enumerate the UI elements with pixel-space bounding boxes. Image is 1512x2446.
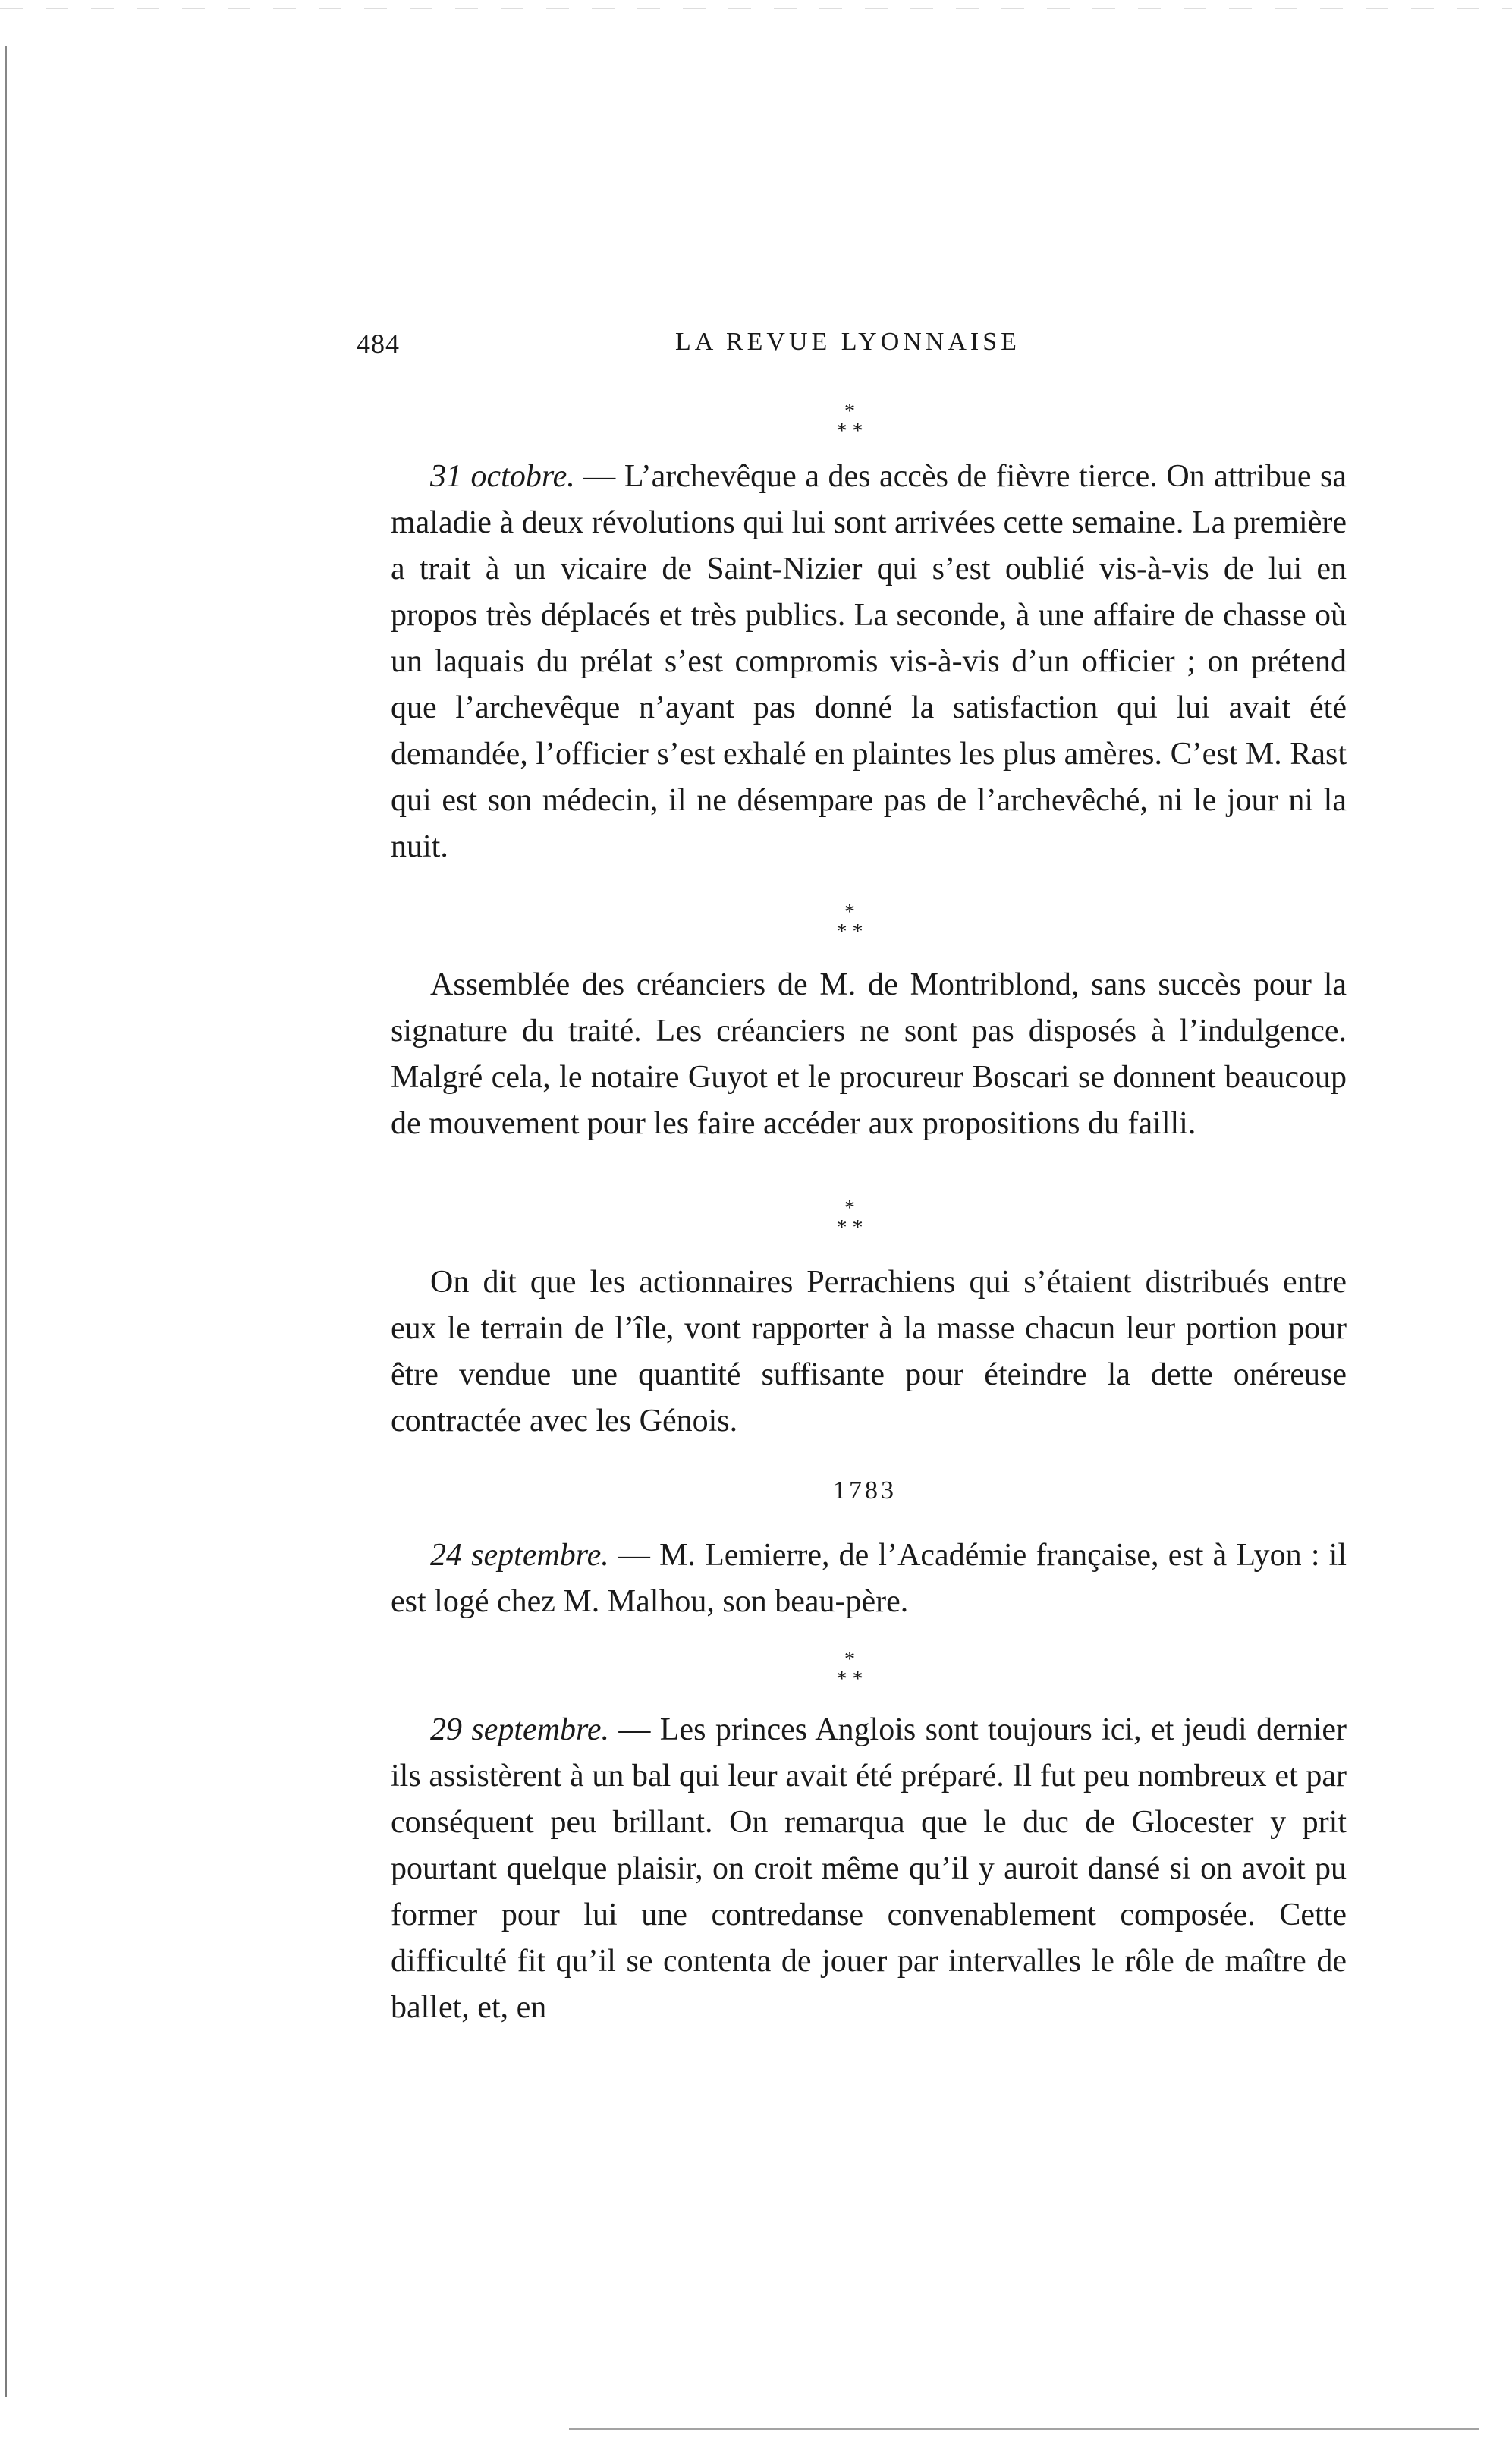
asterism-glyph: *	[844, 400, 855, 423]
entry-29-septembre	[391, 1707, 1347, 2031]
entry-date: 24 septembre.	[430, 1538, 609, 1573]
entry-paragraph	[391, 1533, 1347, 1625]
entry-paragraph	[391, 1707, 1347, 2031]
asterism-glyph: *	[844, 1196, 855, 1220]
year-heading: 1783	[833, 1476, 897, 1504]
running-title: LA REVUE LYONNAISE	[675, 328, 1020, 356]
asterism-glyph: * *	[836, 1668, 863, 1691]
page-header	[357, 328, 1343, 366]
asterism-glyph: *	[844, 1648, 855, 1671]
page-number: 484	[357, 329, 400, 359]
entry-text: — M. Lemierre, de l’Académie française, est à Lyon : il est logé chez M. Malhou, son beau-père.	[391, 1538, 1347, 1619]
entry-date: 31 octobre.	[430, 459, 575, 494]
asterism-glyph: * *	[836, 420, 863, 443]
asterism-glyph: *	[844, 901, 855, 924]
entry-paragraph: On dit que les actionnaires Perrachiens qui s’étaient distribués entre eux le terrain de l’île, vont rapporter à la masse chacun leur portion pour être vendue une quantité suffisante pour éteindre la dette onéreuse contractée avec les Génois.	[391, 1265, 1347, 1438]
entry-24-septembre	[391, 1533, 1347, 1625]
scan-edge-top	[0, 8, 1512, 9]
entry-perrachiens	[391, 1259, 1347, 1445]
asterism-glyph: * *	[836, 1216, 863, 1240]
asterism-glyph: * *	[836, 920, 863, 944]
asterism-separator	[808, 1650, 891, 1703]
entry-text: — L’archevêque a des accès de fièvre tierce. On attribue sa maladie à deux révolutions qui lui sont arrivées cette semaine. La première a trait à un vicaire de Saint-Nizier qui s’est oublié vis-à-vis de lui en propos très déplacés et très publics. La seconde, à une affaire de chasse où un laquais du prélat s’est compromis vis-à-vis d’un officier ; on prétend que l’archevêque n’ayant pas donné la satisfaction qui lui avait été demandée, l’officier s’est exhalé en plaintes les plus amères. C’est M. Rast qui est son médecin, il ne désempare pas de l’archevêché, ni le jour ni la nuit.	[391, 459, 1347, 864]
entry-paragraph: Assemblée des créanciers de M. de Montriblond, sans succès pour la signature du traité. Les créanciers ne sont pas disposés à l’indulgence. Malgré cela, le notaire Guyot et le procureur Boscari se donnent beaucoup de mouvement pour les faire accéder aux propositions du failli.	[391, 967, 1347, 1141]
entry-montriblond	[391, 962, 1347, 1147]
asterism-separator	[808, 1196, 891, 1252]
scan-edge-left	[5, 46, 7, 2397]
entry-date: 29 septembre.	[430, 1712, 609, 1747]
scan-edge-bottom	[569, 2428, 1479, 2430]
entry-paragraph	[391, 454, 1347, 870]
asterism-separator	[808, 903, 891, 956]
asterism-separator	[808, 402, 891, 455]
entry-text: — Les princes Anglois sont toujours ici, et jeudi dernier ils assistèrent à un bal qui leur avait été préparé. Il fut peu nombreux et par conséquent peu brillant. On remarqua que le duc de Glocester y prit pourtant quelque plaisir, on croit même qu’il y auroit dansé si on avoit pu former pour lui une contredanse convenablement composée. Cette difficulté fit qu’il se contenta de jouer par intervalles le rôle de maître de ballet, et, en	[391, 1712, 1347, 2025]
entry-31-octobre	[391, 454, 1347, 870]
